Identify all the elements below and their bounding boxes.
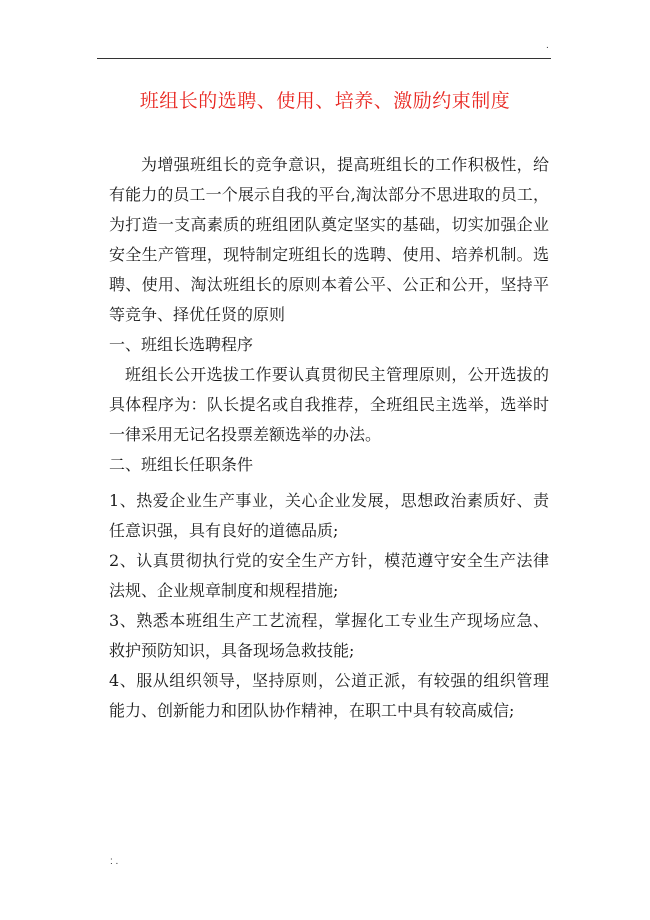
qualification-item-3: 3、熟悉本班组生产工艺流程，掌握化工专业生产现场应急、救护预防知识，具备现场急救技能; bbox=[109, 611, 549, 660]
qualification-item-2: 2、认真贯彻执行党的安全生产方针，模范遵守安全生产法律法规、企业规章制度和规程措施; bbox=[109, 551, 549, 600]
qualification-item-4: 4、服从组织领导，坚持原则，公道正派，有较强的组织管理能力、创新能力和团队协作精神，在职工中具有较高威信; bbox=[109, 671, 549, 720]
section-heading-selection-procedure: 一、班组长选聘程序 bbox=[109, 335, 254, 354]
header-rule bbox=[97, 58, 551, 59]
intro-paragraph: 为增强班组长的竞争意识，提高班组长的工作积极性，给有能力的员工一个展示自我的平台,淘汰部分不思进取的员工，为打造一支高素质的班组团队奠定坚实的基础，切实加强企业安全生产管理，现特制定班组长的选聘、使用、培养机制。选聘、使用、淘汰班组长的原则本着公平、公正和公开，坚持平等竞争、择优任贤的原则 bbox=[109, 155, 549, 324]
qualification-item-1: 1、热爱企业生产事业，关心企业发展，思想政治素质好、责任意识强，具有良好的道德品质; bbox=[109, 491, 549, 540]
section-heading-qualifications: 二、班组长任职条件 bbox=[109, 455, 254, 474]
footer-mark: : . bbox=[110, 856, 119, 867]
document-title: 班组长的选聘、使用、培养、激励约束制度 bbox=[139, 90, 511, 112]
section-body-selection-procedure: 班组长公开选拔工作要认真贯彻民主管理原则，公开选拔的具体程序为：队长提名或自我推荐，全班组民主选举，选举时一律采用无记名投票差额选举的办法。 bbox=[109, 365, 549, 444]
header-mark: . bbox=[546, 40, 549, 51]
document-body bbox=[109, 150, 549, 726]
